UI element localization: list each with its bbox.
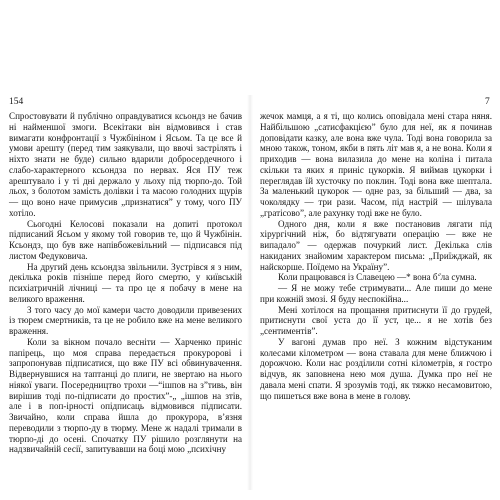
right-paragraph-1: жечок мамця, а я ті, що колись оповідала мені стара няня. Найбільшою „сатисфакцією” було для неї, як я починав доповідати казку, але вона вже чула. Тоді вона говорила за мною також, тоном, якби в пять літ мав я, а не вона. Коли я приходив — вона вилазила до мене на коліна і питала скільки та яких я приніс цукорків. Я виймав цукорки і переглядав їй хусточку по поклин. Тоді вона вже шептала. За маленький цукорок — одне раз, за більший — два, за чоколядку — три рази. Часом, під настрій — шілувала „гратісово”, але рахунку тоді вже не було. [260, 111, 492, 218]
right-paragraph-3: Коли працювався із Славецею —* вона бʻ̇ла сумна. [278, 272, 477, 283]
right-paragraph-2: Одного дня, коли я вже постановив лягати під хірургічний ніж, бо відтягувати операцію — вже не випадало” — одержав почуркий лист. Декілька слів накиданих знайомим характером письма: „Приїжджай, як найскорше. Поїдемо на Україну”. [260, 218, 492, 272]
left-page-text [9, 111, 242, 455]
right-paragraph-5: Мені хотілося на прощання притиснути її до грудей, притиснути свої уста до її уст, це... я не хотів без „сентиментів”. [260, 304, 492, 336]
left-paragraph-4: З того часу до мої камери часто доводили привезених із тюрем смертників, та це не робило вже на мене великого враження. [9, 304, 242, 336]
left-paragraph-3: На другий день ксьондза звільнили. Зустрівся я з ним, декілька років пізніше перед його смертю, у київській психіатричній лічниці — та про це я побачу в мене на великого враження. [9, 261, 242, 304]
right-page [251, 0, 500, 500]
left-paragraph-2: Сьогодні Келосові показали на допиті протокол підписаний Ясьом у якому той говорив те, що й Чужбінін. Ксьондз, що був вже напівбожевільний — підписався під листом Федуковича. [9, 218, 242, 261]
right-paragraph-4: — Я не можу тебе стримувати... Але пиши до мене при кожній змозі. Я буду неспокійна... [260, 283, 492, 304]
left-paragraph-5: Коли за вікном почало весніти — Харченко приніс папірець, що моя справа передається прокуророві і запропонував підписатися, що вже ПУ всі обвинувачення. Відвернувшися на таптанці до плиги, не звертаю на нього ніякої уваги. Посередництво трохи —“ішпов на з”тивь, він вирішив тоді по-підписати до простих”-„ „ішпов на зтів, але і в поп-ірності опідписаць відмовився підписати. Звичайно, коли справа йшла до прокурора, в’язня переводили з тюрпо-ду в тюрму. Мене ж надалі тримали в тюрпо-ді до осені. Спочатку ПУ рішило розглянути на надзвичайній сесії, запитувавши на боці мою „психічну [9, 336, 242, 455]
left-paragraph-1: Спростовувати й публічно оправдуватися ксьондз не бачив ні найменшої змоги. Всекітаки він відмовився і став вимагати конфронтації з Чужбініном і Ясьом. Та це все й умови арешту (перед тим заякували, що ввочі застрілять і ніхто знати не буде) сильно вдарили добросердечного і слабо-характерного ксьондза по нервах. Яся ПУ теж арештувало і у ті дні держало у льоху під тюрпо-до. Той льох, з болотом замість долівки і та масою голодних щурів — що воно наче примусив „признатися” у тому, чого ПУ хотіло. [9, 111, 242, 218]
right-paragraph-6: У вагоні думав про неї. З кожним відстуканим колесами кілометром — вона ставала для мене ближчою і дорожчою. Коли нас розділили сотні кілометрів, я гостро відчув, як заповнена нею моя душа. Думка про неї не давала мені спати. Я зрозумів тоді, як тяжко несамовитою, що пишеться вже вона в мене в голову. [260, 336, 492, 401]
right-page-text [260, 111, 492, 401]
left-page-number: 154 [9, 97, 24, 107]
right-page-number: 7 [485, 97, 490, 107]
